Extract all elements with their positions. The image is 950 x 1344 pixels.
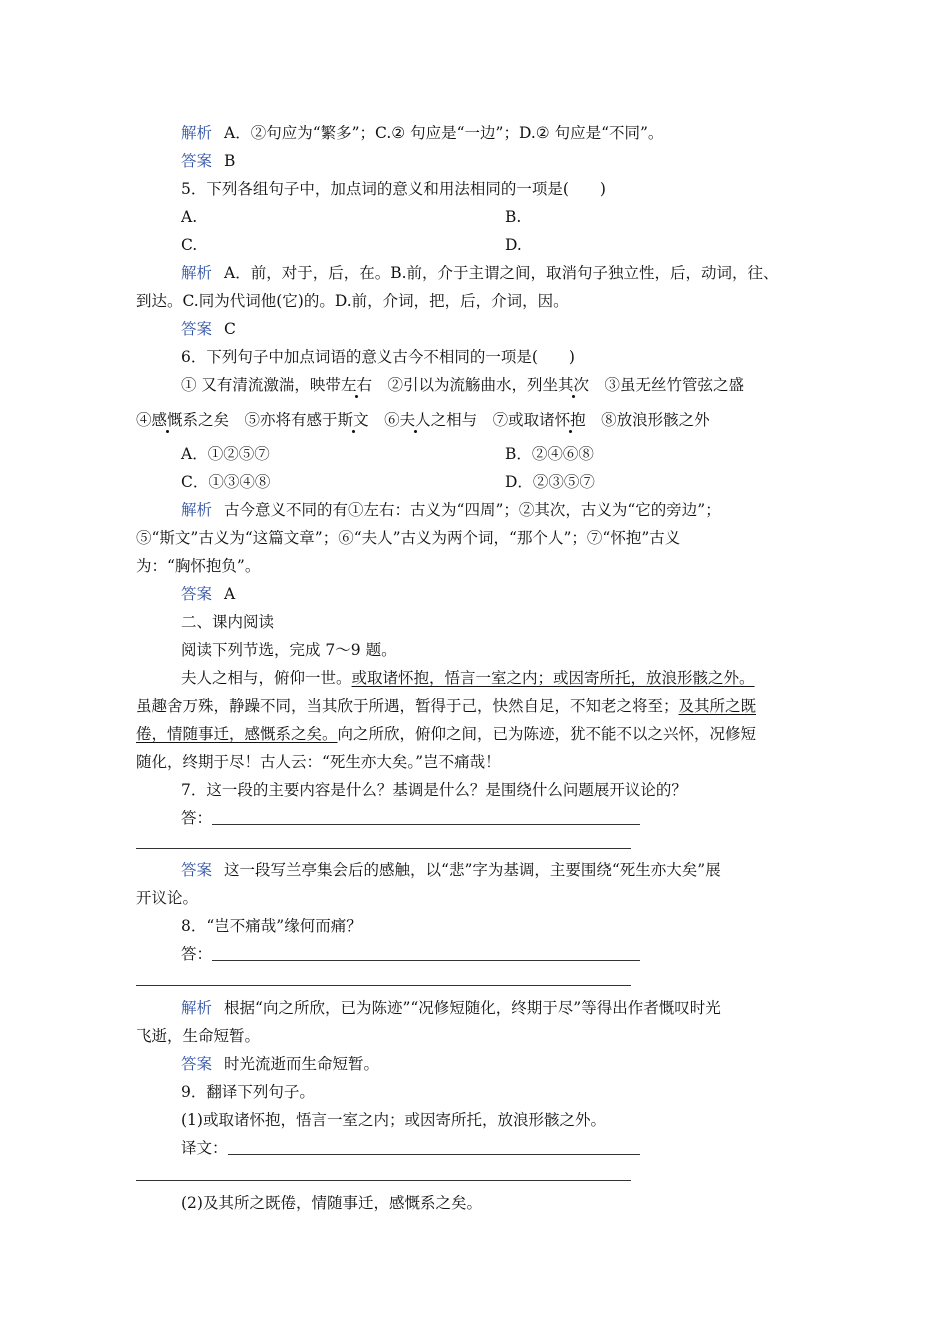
passage-line1: 夫人之相与，俯仰一世。或取诸怀抱，悟言一室之内；或因寄所托，放浪形骸之外。 [181,669,755,687]
dotted-word-qici: 其次 [557,376,589,394]
analysis-label: 解析 [181,999,213,1017]
translation-blank-line[interactable] [228,1154,640,1155]
q8-stem: 8．“岂不痛哉”缘何而痛？ [181,917,362,935]
q5-options-row1 [181,207,821,227]
q9-stem: 9．翻译下列句子。 [181,1083,315,1101]
underlined-sentence-2-cont: 倦，情随事迁，感慨系之矣。 [136,725,338,743]
option-b: B. [505,208,522,226]
q7-answer-line2: 开议论。 [136,889,199,907]
answer-blank-line[interactable] [136,985,631,986]
section-instruction: 阅读下列节选，完成 7～9 题。 [181,641,397,659]
underlined-sentence-2: 及其所之既 [678,697,757,715]
q4-answer: 答案 B [181,152,236,170]
q5-analysis-line2: 到达。C.同为代词他(它)的。D.前，介词，把，后，介词，因。 [136,292,569,310]
answer-blank-line[interactable] [212,824,640,825]
q8-answer: 答案 时光流逝而生命短暂。 [181,1055,380,1073]
q6-answer: 答案 A [181,585,236,603]
q5-answer: 答案 C [181,320,236,338]
q6-analysis-line1: 解析 古今意义不同的有①左右：古义为“四周”；②其次，古义为“它的旁边”； [181,501,721,519]
option-d: D．②③⑤⑦ [505,473,595,491]
translation-prompt: 译文： [181,1139,228,1157]
q9-sentence-1: (1)或取诸怀抱，悟言一室之内；或因寄所托，放浪形骸之外。 [181,1111,606,1129]
dotted-word-furen: 夫人 [399,411,431,429]
answer-prompt: 答： [181,945,213,963]
q7-answer-line1: 答案 这一段写兰亭集会后的感触，以“悲”字为基调，主要围绕“死生亦大矣”展 [181,861,721,879]
answer-label: 答案 [181,320,213,338]
q8-answer-blank [181,944,821,964]
q5-options-row2 [181,235,821,255]
q6-analysis-line3: 为：“胸怀抱负”。 [136,557,261,575]
q4-analysis: 解析 A．②句应为“繁多”；C.② 句应是“一边”；D.② 句应是“不同”。 [181,124,664,142]
q6-stem: 6．下列句子中加点词语的意义古今不相同的一项是( ) [181,348,575,366]
q8-analysis-line1: 解析 根据“向之所欣，已为陈迹”“况修短随化，终期于尽”等得出作者慨叹时光 [181,999,721,1017]
dotted-word-gankai: 感慨 [151,411,183,429]
dotted-word-zuoyou: 左右 [340,376,372,394]
option-c: C. [181,236,198,254]
translation-blank-line[interactable] [136,1180,631,1181]
underlined-sentence-1: 或取诸怀抱，悟言一室之内；或因寄所托，放浪形骸之外。 [351,669,755,687]
answer-label: 答案 [181,585,213,603]
q5-analysis-line1: 解析 A．前，对于，后，在。B.前，介于主谓之间，取消句子独立性，后，动词，往、 [181,264,779,282]
q7-answer-blank [181,808,821,828]
option-a: A．①②⑤⑦ [181,445,270,463]
passage-line2: 虽趣舍万殊，静躁不同，当其欣于所遇，暂得于己，快然自足，不知老之将至；及其所之既 [136,697,757,715]
q6-options-row1 [181,444,821,464]
option-c: C．①③④⑧ [181,473,271,491]
answer-blank-line[interactable] [212,960,640,961]
section-heading: 二、课内阅读 [181,613,275,631]
dotted-word-huaibao: 怀抱 [554,411,586,429]
dotted-word-siwen: 斯文 [337,411,369,429]
answer-label: 答案 [181,861,213,879]
analysis-label: 解析 [181,124,213,142]
answer-blank-line[interactable] [136,848,631,849]
passage-line4: 随化，终期于尽！古人云：“死生亦大矣。”岂不痛哉！ [136,753,501,771]
answer-label: 答案 [181,152,213,170]
q6-options-row2 [181,472,821,492]
q6-sentences-row2: ④感慨系之矣 ⑤亦将有感于斯文 ⑥夫人之相与 ⑦或取诸怀抱 ⑧放浪形骸之外 [136,411,710,429]
q6-sentences-row1: ① 又有清流激湍，映带左右 ②引以为流觞曲水，列坐其次 ③虽无丝竹管弦之盛 [181,376,744,394]
q5-stem: 5．下列各组句子中，加点词的意义和用法相同的一项是( ) [181,180,606,198]
option-b: B．②④⑥⑧ [505,445,594,463]
answer-prompt: 答： [181,809,213,827]
q7-stem: 7．这一段的主要内容是什么？基调是什么？是围绕什么问题展开议论的？ [181,781,687,799]
passage-line3: 倦，情随事迁，感慨系之矣。向之所欣，俯仰之间，已为陈迹，犹不能不以之兴怀，况修短 [136,725,757,743]
q6-analysis-line2: ⑤“斯文”古义为“这篇文章”；⑥“夫人”古义为两个词，“那个人”；⑦“怀抱”古义 [136,529,681,547]
analysis-label: 解析 [181,501,213,519]
q9-sentence-2: (2)及其所之既倦，情随事迁，感慨系之矣。 [181,1194,482,1212]
analysis-label: 解析 [181,264,213,282]
q9-translation-blank [181,1138,821,1158]
q8-analysis-line2: 飞逝，生命短暂。 [136,1027,261,1045]
answer-label: 答案 [181,1055,213,1073]
option-a: A. [181,208,198,226]
option-d: D. [505,236,522,254]
